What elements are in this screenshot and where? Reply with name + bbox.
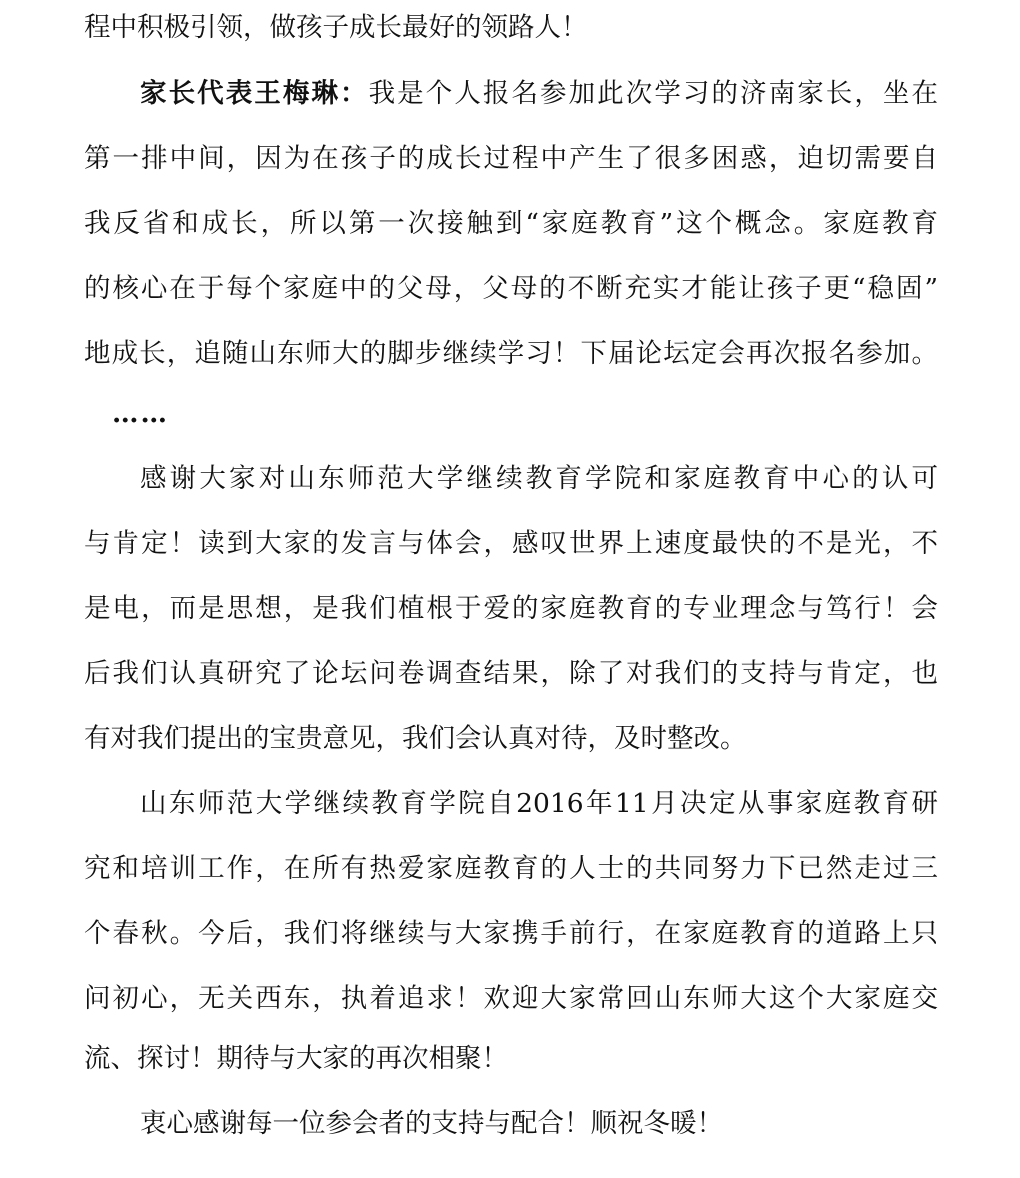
text-line: 是电，而是思想，是我们植根于爱的家庭教育的专业理念与笃行！会 (84, 593, 938, 624)
ellipsis: …… (112, 398, 169, 429)
speaker-label: 家长代表王梅琳： (140, 78, 369, 109)
text-line: 地成长，追随山东师大的脚步继续学习！下届论坛定会再次报名参加。 (84, 338, 938, 369)
text-line: 我反省和成长，所以第一次接触到“家庭教育”这个概念。家庭教育 (84, 208, 938, 239)
document-page (84, 0, 938, 1178)
text-line: 究和培训工作，在所有热爱家庭教育的人士的共同努力下已然走过三 (84, 853, 938, 884)
text-line: 后我们认真研究了论坛问卷调查结果，除了对我们的支持与肯定，也 (84, 658, 938, 689)
text-line: 山东师范大学继续教育学院自2016年11月决定从事家庭教育研 (140, 788, 938, 819)
text-line: 有对我们提出的宝贵意见，我们会认真对待，及时整改。 (84, 723, 747, 754)
text-line: 感谢大家对山东师范大学继续教育学院和家庭教育中心的认可 (140, 463, 938, 494)
text-line: 个春秋。今后，我们将继续与大家携手前行，在家庭教育的道路上只 (84, 918, 938, 949)
text-line: 第一排中间，因为在孩子的成长过程中产生了很多困惑，迫切需要自 (84, 143, 938, 174)
text-line: 衷心感谢每一位参会者的支持与配合！顺祝冬暖！ (140, 1108, 723, 1139)
text-line: 的核心在于每个家庭中的父母，父母的不断充实才能让孩子更“稳固” (84, 273, 938, 304)
text-line: 问初心，无关西东，执着追求！欢迎大家常回山东师大这个大家庭交 (84, 983, 938, 1014)
speaker-line (84, 74, 938, 114)
text-line: 与肯定！读到大家的发言与体会，感叹世界上速度最快的不是光，不 (84, 528, 938, 559)
text-line: 程中积极引领，做孩子成长最好的领路人！ (84, 12, 588, 43)
text-line: 流、探讨！期待与大家的再次相聚！ (84, 1043, 508, 1074)
speaker-text: 我是个人报名参加此次学习的济南家长，坐在 (368, 78, 939, 109)
